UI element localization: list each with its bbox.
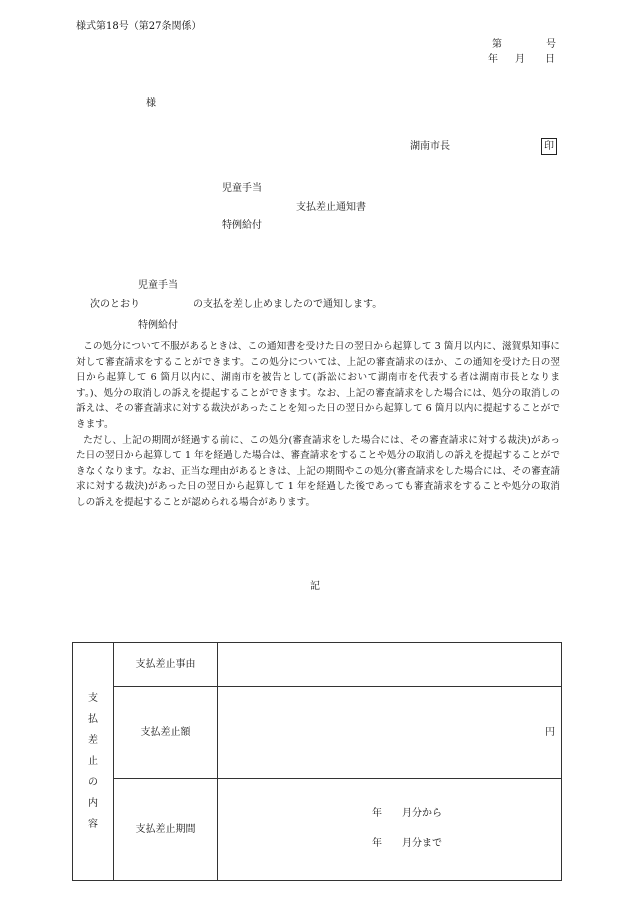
amount-label: 支払差止額 [114,687,218,779]
date-day: 日 [545,54,555,65]
period-label: 支払差止期間 [114,779,218,881]
section-char: 容 [88,819,98,830]
period-from-line [372,809,442,819]
page-title: 支払差止通知書 [296,202,366,213]
notice-suffix: の支払を差し止めましたので通知します。 [193,299,383,310]
appeal-paragraph-2: ただし、上記の期間が経過する前に、この処分(審査請求をした場合には、その審査請求に対する裁決)があった日の翌日から起算して 1 年を経過した場合は、審査請求をすることや処分の取消しの訴えを提起することができなくなります。なお、正当な理由があるときは、上記の期間やこの処分(審査請求をした場合には、その審査請求に対する裁決)があった日の翌日から起算して 1 年を経過した後であっても審査請求をすることや処分の取消しの訴えを提起することが認められる場合があります。 [76,434,560,508]
section-char: 止 [88,756,98,767]
period-to-year: 年 [372,838,382,849]
period-lines [218,779,561,880]
section-char: 払 [88,714,98,725]
section-char: 差 [88,735,98,746]
document-number-go: 号 [546,39,556,50]
notice-special-benefit: 特例給付 [138,320,178,331]
issuer-name: 湖南市長 [410,141,450,152]
seal-mark: 印 [541,138,557,155]
addressee-suffix: 様 [146,98,156,109]
suspension-details-table [72,642,562,881]
amount-field[interactable] [218,687,562,779]
period-field[interactable] [218,779,562,881]
section-label-cell [73,643,114,881]
section-char: 支 [88,693,98,704]
date-month: 月 [515,54,525,65]
reason-field[interactable] [218,643,562,687]
appeal-paragraph-1: この処分について不服があるときは、この通知書を受けた日の翌日から起算して 3 箇月以内に、滋賀県知事に対して審査請求をすることができます。この処分については、上記の審査請求のほか、この通知を受けた日の翌日から起算して 6 箇月以内に、湖南市を被告として(訴訟において湖南市を代表する者は湖南市長となります。)、処分の取消しの訴えを提起することができます。なお、上記の審査請求をした場合には、処分の取消しの訴えは、その審査請求に対する裁決があったことを知った日の翌日から起算して 6 箇月以内に提起することができます。 [76,341,560,430]
period-from-text: 月分から [402,808,442,819]
date-year: 年 [488,54,498,65]
title-child-allowance: 児童手当 [222,183,262,194]
section-char: の [88,777,98,788]
appeal-instructions [76,339,560,511]
period-to-line [372,839,442,849]
title-special-benefit: 特例給付 [222,220,262,231]
yen-unit: 円 [545,726,555,738]
ki-heading: 記 [310,581,320,592]
notice-child-allowance: 児童手当 [138,280,178,291]
reason-label: 支払差止事由 [114,643,218,687]
period-to-text: 月分まで [402,838,442,849]
period-from-year: 年 [372,808,382,819]
notice-prefix: 次のとおり [90,299,140,310]
form-number: 様式第18号（第27条関係） [76,21,202,32]
document-number-dai: 第 [492,39,502,50]
section-char: 内 [88,798,98,809]
section-label-vertical [88,688,98,835]
